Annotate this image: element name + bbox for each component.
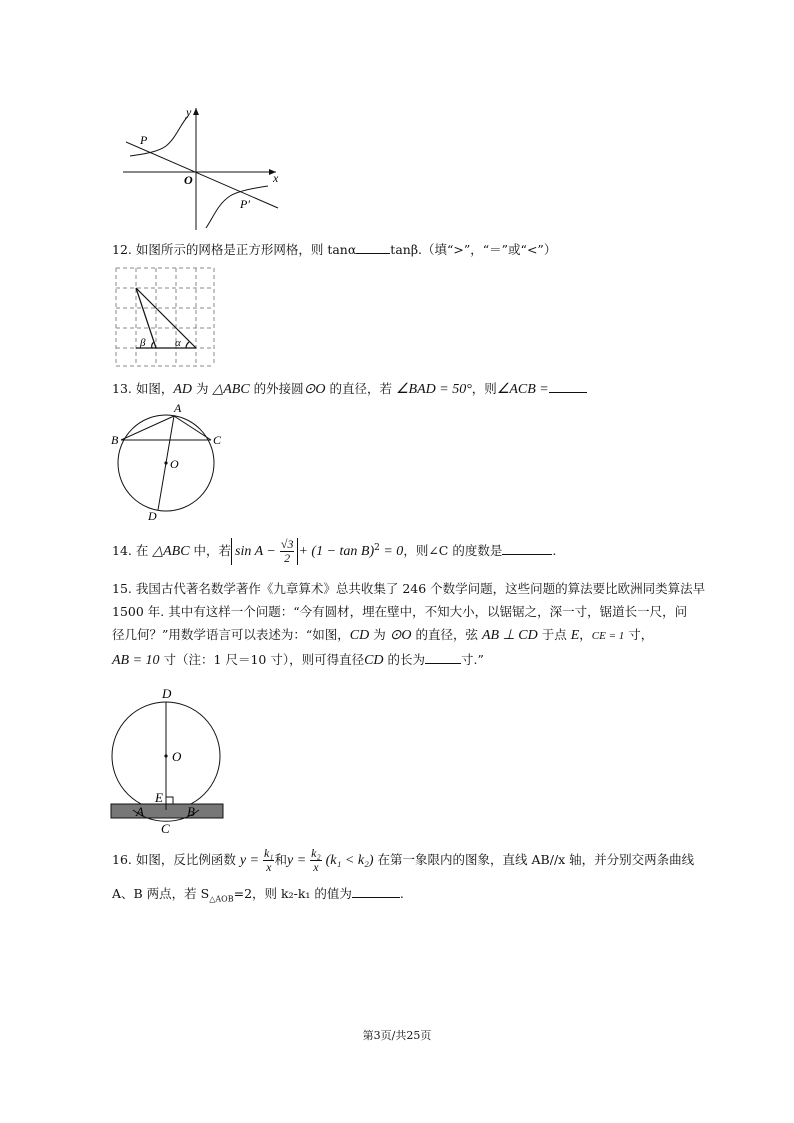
point-c-label-15: C [161, 821, 170, 836]
k2-over-x: $\frac{\text{k₂}}{x}$ [311, 846, 321, 874]
origin-label: O [184, 173, 193, 187]
grid-figure [112, 264, 218, 370]
alpha-label: α [175, 337, 181, 349]
point-o-label: O [170, 457, 179, 471]
question-13: 13. 如图，AD 为 △ABC 的外接圆⊙O 的直径，若 ∠BAD = 50°，则∠ACB = [112, 380, 587, 399]
point-d-label-15: D [162, 686, 172, 701]
y-axis-label: y [186, 105, 192, 119]
answer-blank-15[interactable] [425, 651, 461, 664]
point-b-label-15: B [187, 804, 195, 819]
answer-blank-16[interactable] [352, 885, 400, 898]
page-footer: 第3页/共25页 [362, 1029, 432, 1042]
question-16-line2: A、B 两点，若 $S_{\triangle AOB}=2$，则 k₂-k₁ 的值为 . [112, 886, 404, 904]
question-12: 12. 如图所示的网格是正方形网格，则 tanα tanβ.（填“>”，“＝”或“<”） [112, 242, 557, 257]
point-e-label: E [155, 790, 163, 805]
point-d-label: D [148, 509, 157, 523]
hyperbola-figure [118, 100, 288, 235]
abs-value-expr: sin A − $\frac{√3}{2}$ [231, 538, 298, 565]
point-p2-label: P′ [240, 197, 250, 211]
answer-blank-12[interactable] [356, 241, 390, 254]
point-b-label: B [111, 433, 119, 447]
beta-label: β [140, 337, 146, 349]
answer-blank-13[interactable] [549, 380, 587, 393]
question-14: 14. 在 △ABC 中，若 sin A − $\frac{√3}{2}$ + $(1 - \tan B)^2 = 0$，则∠C 的度数是 . [112, 537, 557, 566]
sqrt3-over-2: $\frac{√3}{2}$ [280, 537, 294, 566]
point-a-label-15: A [136, 804, 144, 819]
answer-blank-14[interactable] [502, 542, 552, 555]
point-p-label: P [140, 133, 148, 147]
circle-figure-13 [108, 400, 238, 525]
circle-wall-figure [108, 685, 228, 840]
k1-over-x: $\frac{\text{k₁}}{x}$ [263, 846, 274, 874]
question-15: 15. 我国古代著名数学著作《九章算术》总共收集了 246 个数学问题，这些问题的算法要比欧洲同类算法早 1500 年. 其中有这样一个问题：“今有圆材，埋在壁中，不知大小，以锯锯之，深一寸，锯道长一尺，问 径几何？”用数学语言可以表述为：“如图，CD 为 ⊙O 的直径，弦 AB ⊥ CD 于点 E，CE = 1 寸， AB = 10 寸（注：1 尺＝10 寸），则可得直径CD 的长为 寸.” [112, 581, 706, 668]
question-16: 16. 如图，反比例函数 y = $\frac{\text{k₁}}{x}$ 和y = $\frac{\text{k₂}}{x}$ (k₁ < k₂) 在第一象限内的图象，直线 AB//x 轴，并分别交两条曲线 [112, 846, 695, 874]
x-axis-label: x [273, 171, 279, 185]
point-c-label: C [213, 433, 222, 447]
point-o-label-15: O [172, 749, 182, 764]
point-a-label: A [174, 401, 182, 415]
